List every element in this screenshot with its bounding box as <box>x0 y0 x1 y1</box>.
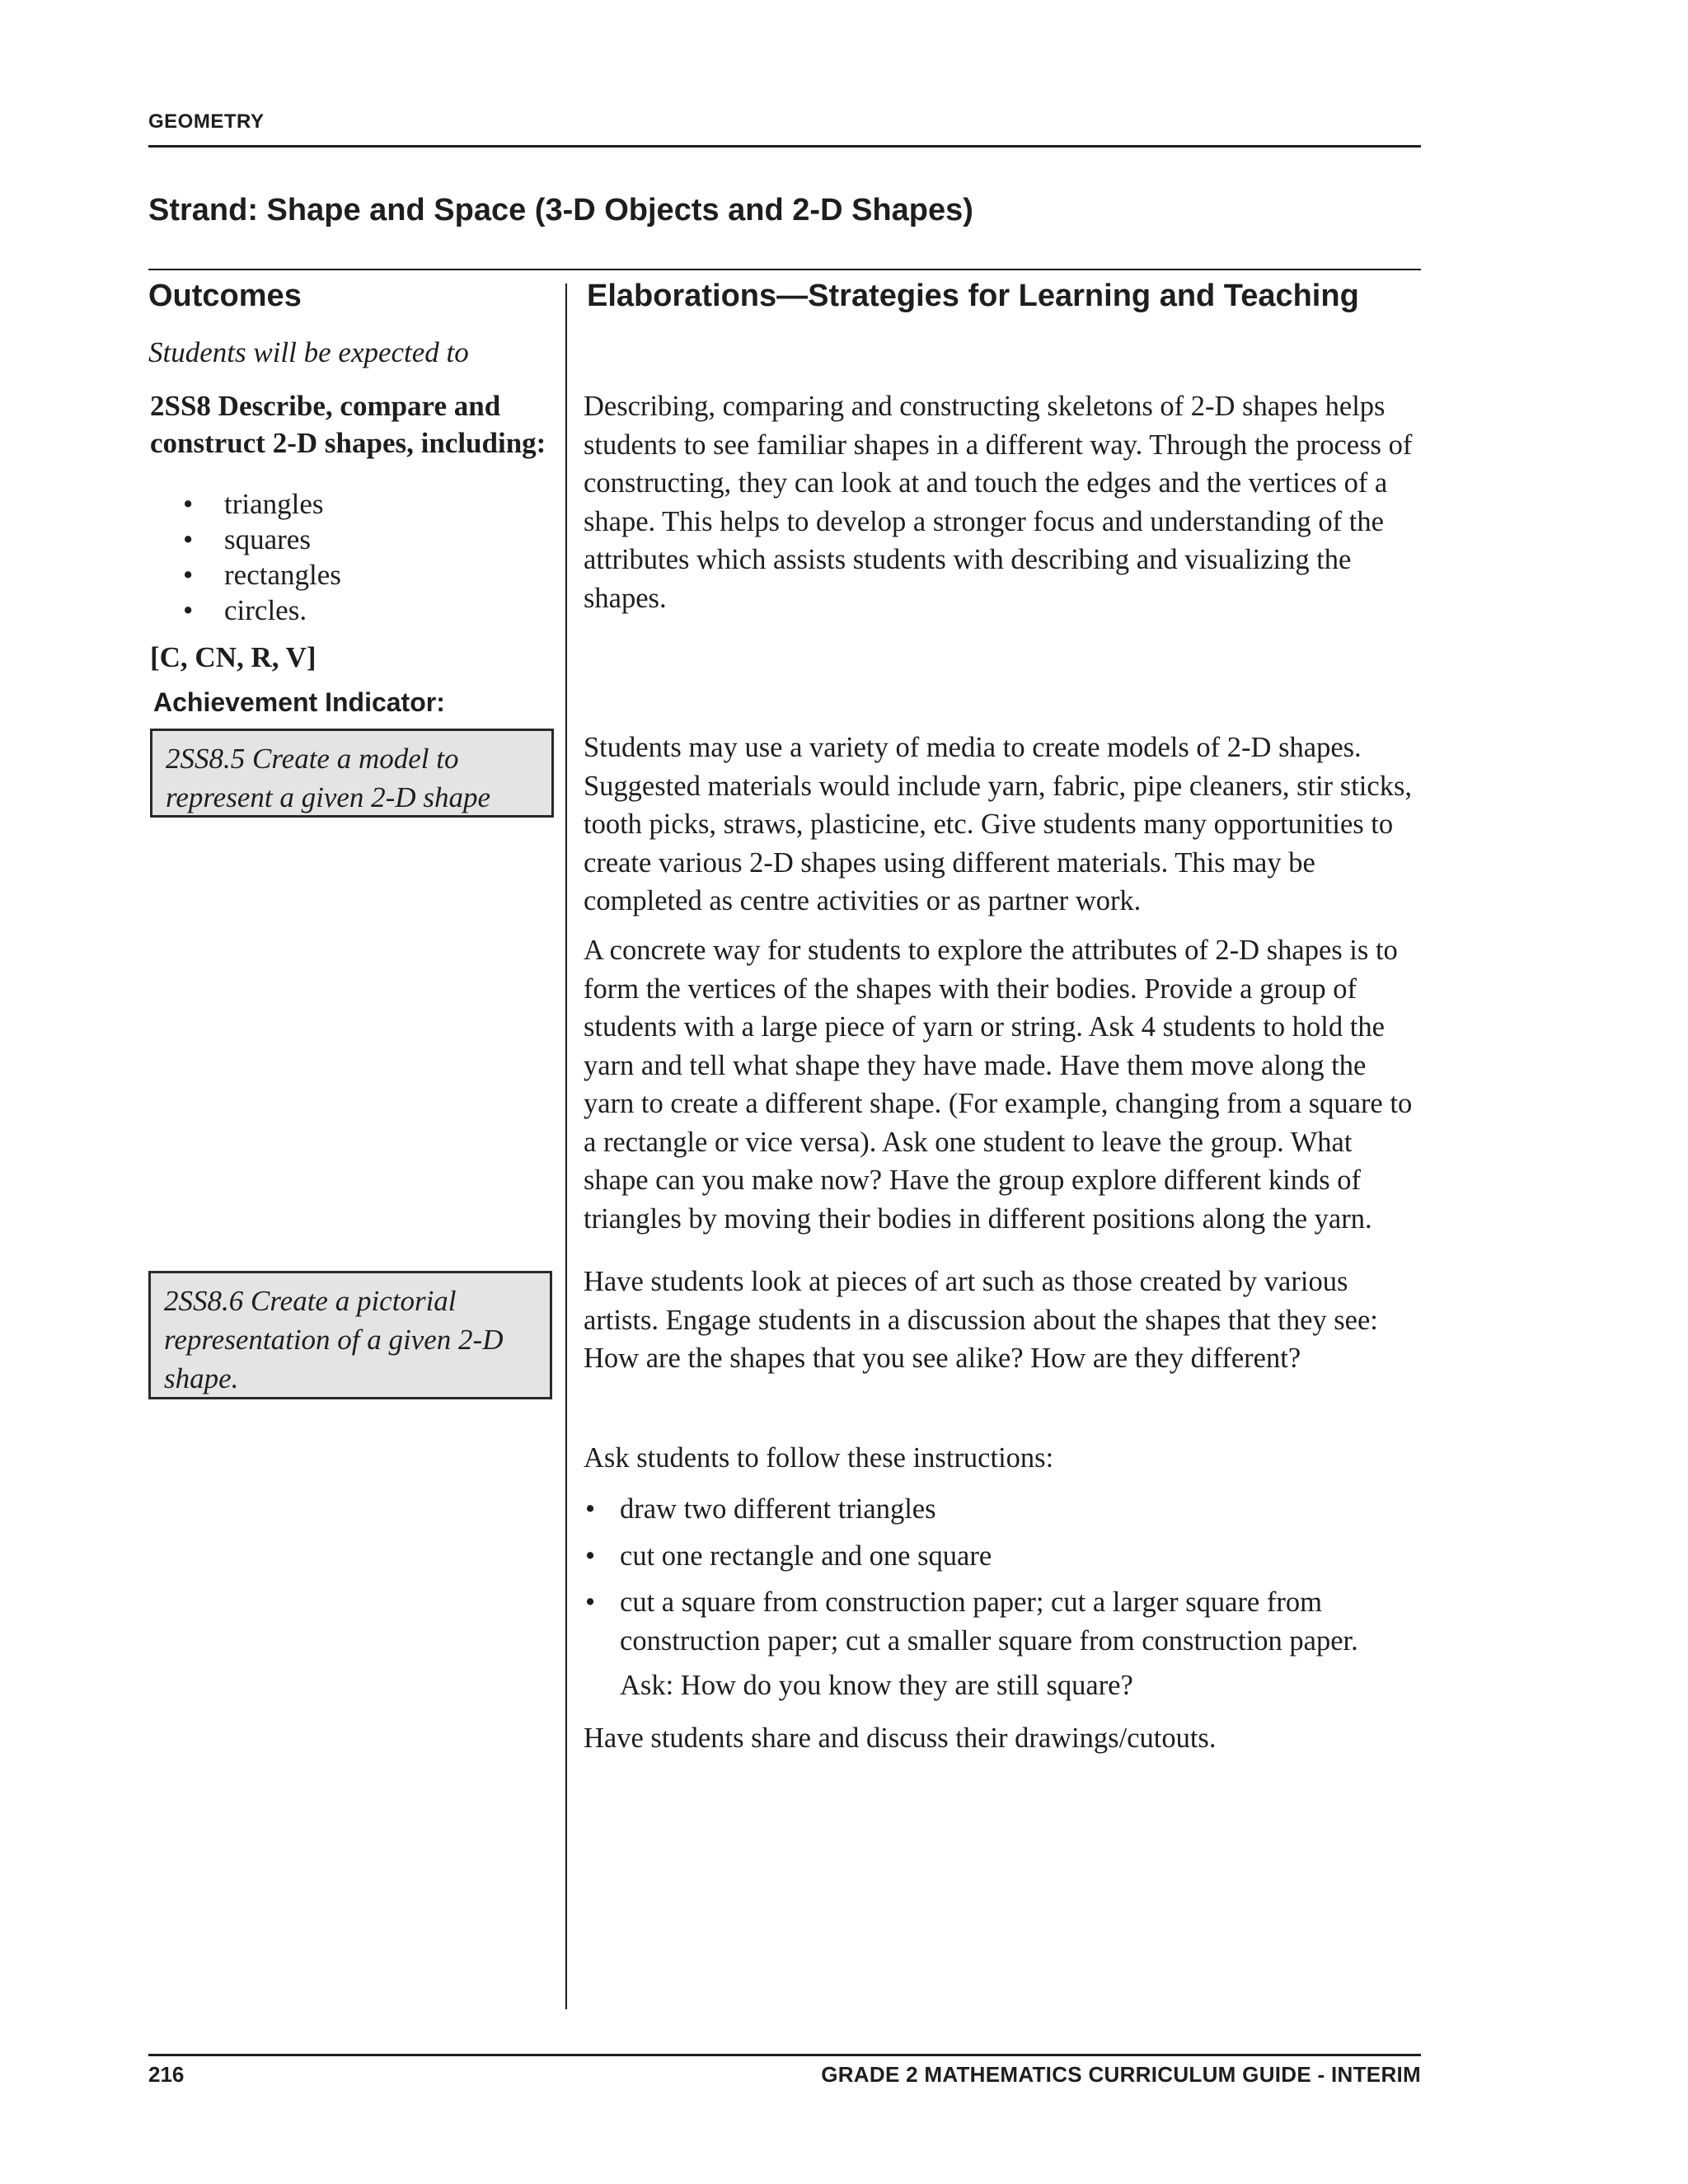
column-divider <box>565 284 567 2009</box>
strand-title: Strand: Shape and Space (3-D Objects and 2-D Shapes) <box>148 193 973 227</box>
top-rule <box>148 145 1421 148</box>
list-item: • cut one rectangle and one square <box>584 1537 1416 1576</box>
outcome-shape-list <box>183 486 341 628</box>
list-item: • cut a square from construction paper; cut a larger square from construction paper; cut a smaller square from construction paper. <box>584 1583 1416 1660</box>
elaboration-paragraph-share: Have students share and discuss their drawings/cutouts. <box>584 1722 1217 1754</box>
outcome-title: 2SS8 Describe, compare and construct 2-D shapes, including: <box>150 390 546 459</box>
instructions-intro: Ask students to follow these instructions: <box>584 1442 1054 1474</box>
achievement-indicator-label: Achievement Indicator: <box>153 687 445 717</box>
list-item: • triangles <box>183 486 341 522</box>
list-item: • circles. <box>183 593 341 628</box>
elaboration-paragraph-skeletons: Describing, comparing and constructing skeletons of 2-D shapes helps students to see familiar shapes in a different way. Through the process of constructing, they can look at and touch the edges and the vertices of a shape. This helps to develop a stronger focus and understanding of the attributes which assists students with describing and visualizing the shapes. <box>584 391 1413 614</box>
indicator-box-2ss8-6: 2SS8.6 Create a pictorial representation of a given 2-D shape. <box>148 1271 552 1399</box>
heading-rule <box>148 269 1421 270</box>
list-item: • draw two different triangles <box>584 1490 1416 1529</box>
page-number: 216 <box>148 2062 185 2087</box>
elaboration-paragraph-art: Have students look at pieces of art such as those created by various artists. Engage students in a discussion about the shapes that they see: How are the shapes that you see alike? How are they different? <box>584 1266 1378 1374</box>
elaborations-heading: Elaborations—Strategies for Learning and Teaching <box>587 279 1359 313</box>
indicator-box-2ss8-5: 2SS8.5 Create a model to represent a given 2-D shape <box>150 729 554 818</box>
footer-rule <box>148 2054 1421 2056</box>
section-label: GEOMETRY <box>148 110 265 133</box>
list-item: • rectangles <box>183 557 341 593</box>
list-item: • squares <box>183 522 341 557</box>
elaboration-paragraph-bodies: A concrete way for students to explore the attributes of 2-D shapes is to form the vertices of the shapes with their bodies. Provide a group of students with a large piece of yarn or string. Ask 4 students to hold the yarn and tell what shape they have made. Have them move along the yarn to create a different shape. (For example, changing from a square to a rectangle or vice versa). Ask one student to leave the group. What shape can you make now? Have the group explore different kinds of triangles by moving their bodies in different positions along the yarn. <box>584 935 1413 1235</box>
expected-intro: Students will be expected to <box>148 336 469 368</box>
instruction-list <box>584 1490 1416 1668</box>
process-codes: [C, CN, R, V] <box>150 641 316 673</box>
ask-question: Ask: How do you know they are still square? <box>620 1670 1133 1701</box>
elaboration-paragraph-media: Students may use a variety of media to create models of 2-D shapes. Suggested materials would include yarn, fabric, pipe cleaners, stir sticks, tooth picks, straws, plasticine, etc. Give students many opportunities to create various 2-D shapes using different materials. This may be completed as centre activities or as partner work. <box>584 732 1412 916</box>
footer-guide-title: GRADE 2 MATHEMATICS CURRICULUM GUIDE - INTERIM <box>821 2062 1421 2087</box>
outcomes-heading: Outcomes <box>148 279 302 313</box>
